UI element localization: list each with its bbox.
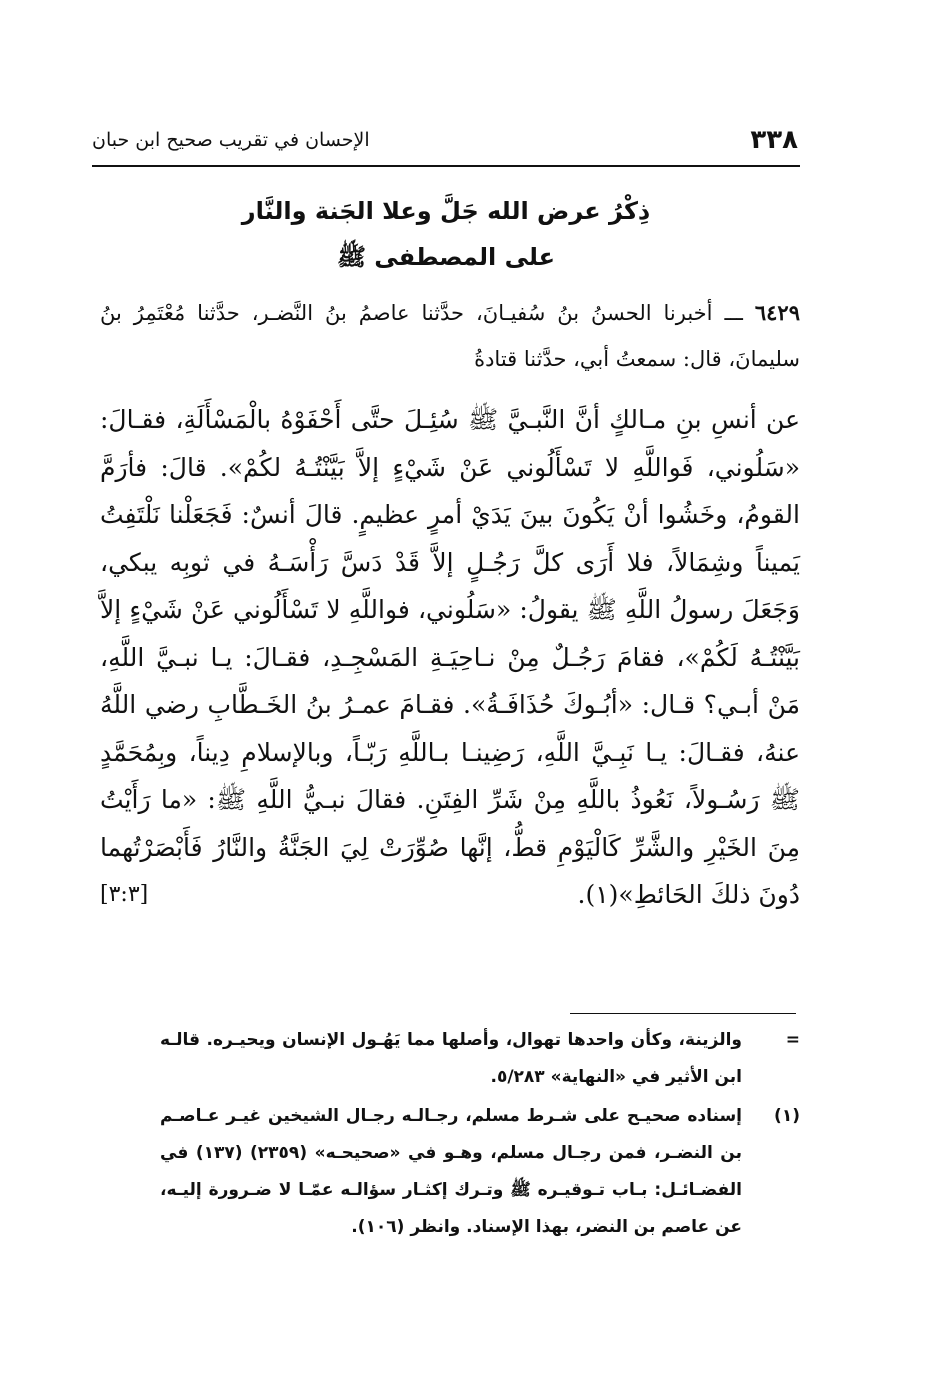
section-title-line-2: على المصطفى ﷺ: [336, 243, 556, 271]
volume-reference: [٣:٣]: [100, 882, 149, 907]
page-number: ٣٣٨: [750, 125, 798, 155]
footnotes: [100, 1022, 800, 1248]
section-heading: [120, 188, 772, 280]
isnad-text: ـــ أخبرنا الحسنُ بنُ سُفيـانَ، حدَّثنا عاصمُ بنُ النَّضـر، حدَّثنا مُعْتَمِرُ بنُ سليمانَ، قال: سمعتُ أبي، حدَّثنا قتادةُ: [100, 301, 800, 371]
footnote-continuation: [100, 1022, 800, 1096]
running-header: [92, 120, 800, 164]
footnote-text: والزينة، وكأن واحدها تهوال، وأصلها مما يَهُـول الإنسان ويحيـره. قالـه ابن الأثير في «النهاية» ٥/٢٨٣.: [160, 1030, 742, 1087]
hadith-number: ٦٤٢٩: [754, 300, 800, 325]
footnote-marker: =: [785, 1030, 800, 1050]
section-title-line-1: ذِكْرُ عرض الله جَلَّ وعلا الجَنة والنَّار: [241, 197, 651, 225]
hadith-matn: [100, 396, 800, 919]
running-title: الإحسان في تقريب صحيح ابن حبان: [92, 129, 370, 151]
footnote-divider: [570, 1013, 796, 1014]
footnote-marker: (١): [774, 1106, 800, 1126]
footnote-text: إسناده صحيـح على شـرط مسلم، رجـالـه رجـال الشيخين غيـر عـاصـم بن النضـر، فمن رجـال مسلم، وهـو في «صحيحـه» (٢٣٥٩) (١٣٧) في الفضـائـل: بـاب تـوقيـره ﷺ وتـرك إكثـار سؤالـه عمّـا لا ضـرورة إليـه، عن عاصم بن النضر، بهذا الإسناد. وانظر (١٠٦).: [160, 1106, 742, 1237]
hadith-isnad: [100, 290, 800, 382]
footnote-1: [100, 1098, 800, 1246]
header-divider: [92, 165, 800, 167]
matn-text: عن أنسِ بنِ مـالكٍ أنَّ النَّبـيَّ ﷺ سُئِـلَ حتَّى أَحْفَوْهُ بالْمَسْأَلَةِ، فقـالَ: «سَلُوني، فَواللَّهِ لا تَسْأَلُوني عَنْ شَيْءٍ إلاَّ بَيَّنْتُـهُ لكُمْ». قالَ: فأرَمَّ القومُ، وخَشُوا أنْ يَكُونَ بينَ يَدَيْ أمرٍ عظيمٍ. قالَ أنسٌ: فَجَعَلْنا نَلْتَفِتُ يَميناً وشِمَالاً، فلا أَرَى كلَّ رَجُـلٍ إلاَّ قَدْ دَسَّ رَأْسَـهُ في ثوبِه يبكي، وَجَعَلَ رسولُ اللَّهِ ﷺ يقولُ: «سَلُوني، فواللَّهِ لا تَسْأَلُوني عَنْ شَيْءٍ إلاَّ بَيَّنْتُـهُ لَكُمْ»، فقامَ رَجُـلٌ مِنْ نـاحِيَـةِ المَسْجِـدِ، فقـالَ: يـا نبـيَّ اللَّهِ، مَنْ أبـي؟ قـال: «أبُـوكَ حُذَافَـةُ». فقـامَ عمـرُ بنُ الخَـطَّابِ رضي اللَّهُ عنهُ، فقـالَ: يـا نَبِـيَّ اللَّهِ، رَضِينـا بـاللَّهِ رَبّـاً، وبالإسلامِ دِيناً، وبِمُحَمَّدٍ ﷺ رَسُـولاً، نَعُوذُ باللَّهِ مِنْ شَرِّ الفِتَنِ. فقالَ نبـيُّ اللَّهِ ﷺ: «ما رَأَيْتُ مِنَ الخَيْرِ والشَّرِّ كَالْيَوْمِ قطُّ، إنَّها صُوِّرَتْ لِيَ الجَنَّةُ والنَّارُ فَأَبْصَرْتُهما دُونَ ذلكَ الحَائطِ»(١).: [100, 405, 800, 909]
